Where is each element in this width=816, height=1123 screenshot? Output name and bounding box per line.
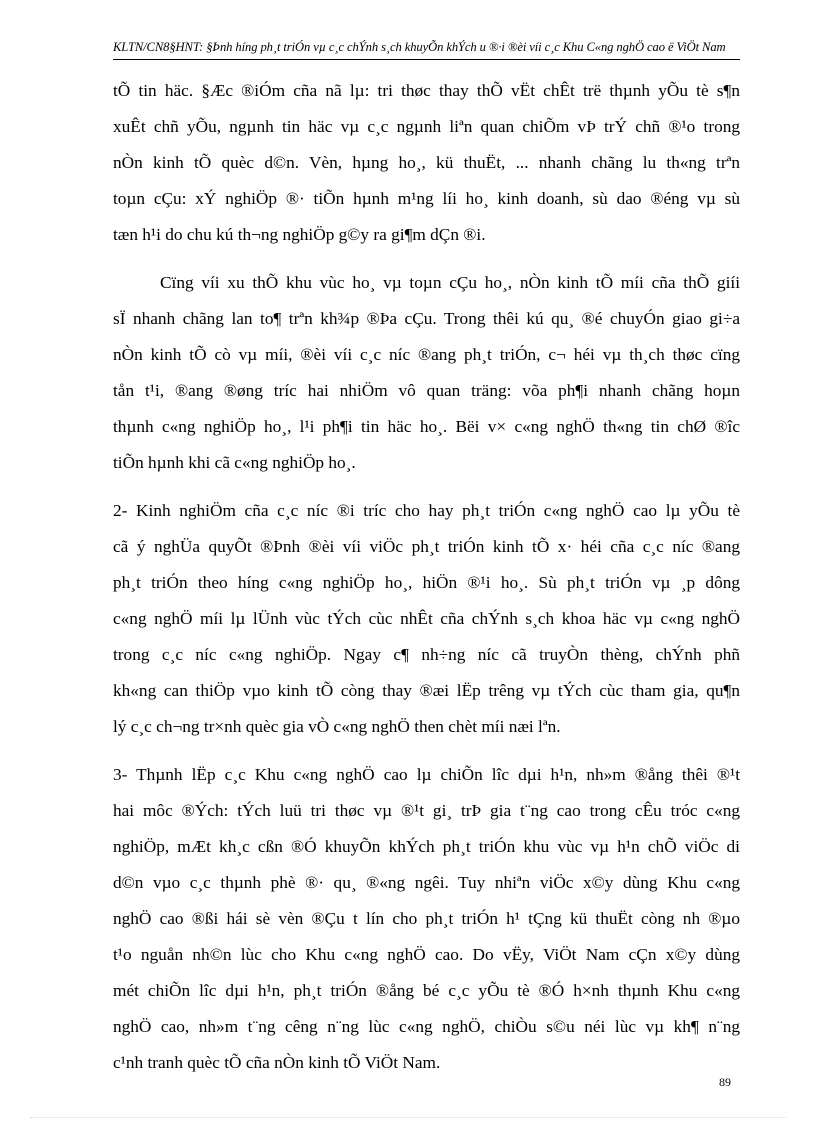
body-line: Cïng víi xu thÕ khu vùc ho¸ vµ toµn cÇu ho¸, nÒn kinh tÕ míi cña thÕ giíi [160,273,740,292]
body-line: thµnh c«ng nghiÖp ho¸, l¹i ph¶i tin häc ho¸. Bëi v× c«ng nghÖ th«ng tin chØ ®îc [113,417,740,436]
body-line: t¹o nguån nh©n lùc cho Khu c«ng nghÖ cao. Do vËy, ViÖt Nam cÇn x©y dùng [113,945,740,964]
body-line: hai môc ®Ých: tÝch luü tri thøc vµ ®¹t gi¸ trÞ gia t¨ng cao trong cÊu tróc c«ng [113,801,740,820]
body-line: xuÊt chñ yÕu, ngµnh tin häc vµ c¸c ngµnh liªn quan chiÕm vÞ trÝ chñ ®¹o trong [113,117,740,136]
body-line: tÕ tin häc. §Æc ®iÓm cña nã lµ: tri thøc thay thÕ vËt chÊt trë thµnh yÕu tè s¶n [113,81,740,100]
body-line: tæn h¹i do chu kú th¬ng nghiÖp g©y ra gi¶m dÇn ®i. [113,225,486,244]
body-line: d©n vµo c¸c thµnh phè ®· qu¸ ®«ng ngêi. Tuy nhiªn viÖc x©y dùng Khu c«ng [113,873,740,892]
body-line: nghiÖp, mÆt kh¸c cßn ®Ó khuyÕn khÝch ph¸t triÓn khu vùc vµ h¹n chÕ viÖc di [113,837,740,856]
body-line: nÒn kinh tÕ cò vµ míi, ®èi víi c¸c níc ®ang ph¸t triÓn, c¬ héi vµ th¸ch thøc cïng [113,345,740,364]
page-bottom-divider [30,1117,786,1118]
page-number: 89 [719,1075,731,1089]
body-line: sÏ nhanh chãng lan to¶ trªn kh¾p ®Þa cÇu. Trong thêi kú qu¸ ®é chuyÓn giao gi÷a [113,309,740,328]
body-line: trong c¸c níc c«ng nghiÖp. Ngay c¶ nh÷ng níc cã truyÒn thèng, chÝnh phñ [113,645,740,664]
header-divider [113,59,740,60]
body-line: tiÕn hµnh khi cã c«ng nghiÖp ho¸. [113,453,356,472]
body-line: mét chiÕn lîc dµi h¹n, ph¸t triÓn ®ång bé c¸c yÕu tè ®Ó h×nh thµnh Khu c«ng [113,981,740,1000]
body-line: 3- Thµnh lËp c¸c Khu c«ng nghÖ cao lµ chiÕn lîc dµi h¹n, nh»m ®ång thêi ®¹t [113,765,740,784]
body-line: nÒn kinh tÕ quèc d©n. Vèn, hµng ho¸, kü thuËt, ... nhanh chãng lu th«ng trªn [113,153,740,172]
body-line: tån t¹i, ®ang ®øng tríc hai nhiÖm vô quan träng: võa ph¶i nhanh chãng hoµn [113,381,740,400]
body-line: toµn cÇu: xÝ nghiÖp ®· tiÕn hµnh m¹ng líi ho¸ kinh doanh, sù dao ®éng vµ sù [113,189,740,208]
body-line: lý c¸c ch¬ng tr×nh quèc gia vÒ c«ng nghÖ then chèt míi næi lªn. [113,717,561,736]
body-line: c¹nh tranh quèc tÕ cña nÒn kinh tÕ ViÖt Nam. [113,1053,441,1072]
body-line: 2- Kinh nghiÖm cña c¸c níc ®i tríc cho hay ph¸t triÓn c«ng nghÖ cao lµ yÕu tè [113,501,740,520]
body-line: c«ng nghÖ míi lµ lÜnh vùc tÝch cùc nhÊt cña chÝnh s¸ch khoa häc vµ c«ng nghÖ [113,609,740,628]
body-line: cã ý nghÜa quyÕt ®Þnh ®èi víi viÖc ph¸t triÓn kinh tÕ x· héi cña c¸c níc ®ang [113,537,740,556]
body-line: nghÖ cao ®ßi hái sè vèn ®Çu t lín cho ph¸t triÓn h¹ tÇng kü thuËt còng nh ®µo [113,909,740,928]
body-line: kh«ng can thiÖp vµo kinh tÕ còng thay ®æi lËp trêng vµ tÝch cùc tham gia, qu¶n [113,681,740,700]
body-line: ph¸t triÓn theo híng c«ng nghiÖp ho¸, hiÖn ®¹i ho¸. Sù ph¸t triÓn vµ ¸p dông [113,573,740,592]
running-header: KLTN/CN8§HNT: §Þnh híng ph¸t triÓn vµ c¸c chÝnh s¸ch khuyÕn khÝch u ®·i ®èi víi c¸c Khu C«ng nghÖ cao ë ViÖt Nam [113,40,726,54]
body-line: nghÖ cao, nh»m t¨ng cêng n¨ng lùc c«ng nghÖ, chiÒu s©u néi lùc vµ kh¶ n¨ng [113,1017,740,1036]
